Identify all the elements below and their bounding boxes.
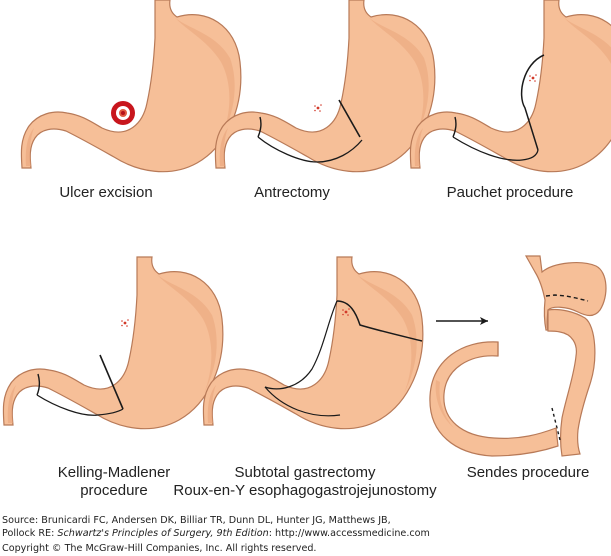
caption-ulcer-excision: Ulcer excision [59, 184, 153, 201]
source-credit-title-line [2, 527, 430, 540]
stomach-antrum-resection-icon [215, 0, 434, 172]
source-credit-line: Source: Brunicardi FC, Andersen DK, Billiar TR, Dunn DL, Hunter JG, Matthews JB, [2, 515, 391, 526]
caption-antrectomy: Antrectomy [254, 184, 330, 201]
caption-kelling-line-1: Kelling-Madlener [57, 464, 171, 481]
pollock-author: Pollock RE: [2, 528, 58, 539]
caption-kelling-line-2: procedure [80, 482, 148, 499]
book-title: Schwartz's Principles of Surgery, 9th Edition [57, 528, 269, 539]
stomach-lesser-curve-resection-icon [410, 0, 611, 172]
caption-subtotal-line-1: Subtotal gastrectomy [234, 464, 376, 481]
caption-subtotal-gastrectomy [160, 464, 450, 500]
caption-subtotal-line-2: Roux-en-Y esophagogastrojejunostomy [173, 482, 437, 499]
stomach-with-ulcer-icon [21, 0, 240, 172]
arrow-icon [436, 317, 488, 325]
ulcer-icon [111, 101, 135, 125]
roux-en-y-reconstruction-icon [430, 256, 606, 456]
source-url: : http://www.accessmedicine.com [268, 528, 430, 539]
stomach-subtotal-resection-icon [203, 257, 422, 429]
stomach-distal-resection-icon [3, 257, 222, 429]
copyright-line: Copyright © The McGraw-Hill Companies, Inc. All rights reserved. [2, 543, 317, 554]
caption-pauchet-procedure: Pauchet procedure [446, 184, 574, 201]
caption-sendes-procedure: Sendes procedure [466, 464, 590, 481]
